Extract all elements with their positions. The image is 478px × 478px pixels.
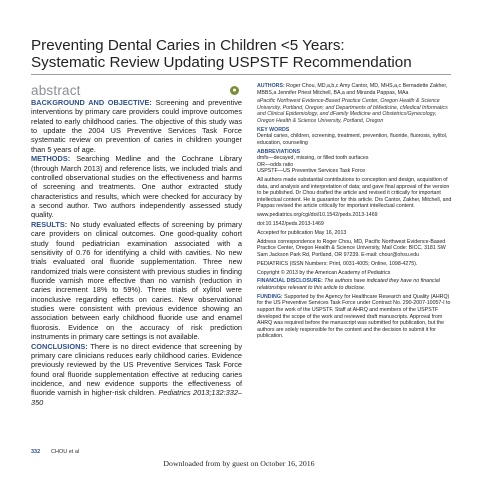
conclusions-text: There is no direct evidence that screening by primary care clinicians reduces early childhood caries. Evidence previously reviewed by the US Preventive Services Task Force found oral fluoride supplementation effective at reducing caries incidence, and new evidence supports the effectiveness of fluoride varnish in higher-risk children. [31,341,242,398]
affiliations: aPacific Northwest Evidence-Based Practice Center, Oregon Health & Science University, Portland, Oregon; and Departments of bMedicine, cMedical Informatics and Clinical Epidemiology, and dFamily Medicine and Obstetrics/Gynecology, Oregon Health & Science University, Portland, Oregon [257,98,448,125]
keywords-heading: KEY WORDS [257,126,290,133]
correspondence-address: Address correspondence to Roger Chou, MD, Pacific Northwest Evidence-Based Practice Center, Oregon Health & Science University, Mail Code: BICC, 3181 SW Sam Jackson Park Rd, Portland, OR 97239. E-mail: chour@ohsu.edu [257,238,446,258]
funding-text: Supported by the Agency for Healthcare Research and Quality (AHRQ) for the US Preventive Services Task Force under Contract No. 290-2007-10057-I to support the work of the USPSTF. Staff at AHRQ and members of the USPSTF developed the scope of the work and reviewed draft manuscripts. Approval from AHRQ was required before the manuscript was submitted for publication, but the authors are solely responsible for the content and the decision to submit it for publication. [257,293,451,340]
authors-label: AUTHORS: [257,83,285,89]
abbreviation-item: USPSTF—US Preventive Services Task Force [257,168,366,175]
financial-label: FINANCIAL DISCLOSURE: [257,278,323,285]
issn-line: PEDIATRICS (ISSN Numbers: Print, 0031-4005; Online, 1098-4275). [257,260,418,267]
methods-text: Searching Medline and the Cochrane Library (through March 2013) and reference lists, we included trials and controlled observational studies on the effectiveness and harms of screening and treatments. One author extracted study characteristics and results, which were checked for accuracy by a second author. Two authors independently assessed study quality. [31,154,242,220]
open-access-icon: ● [230,86,239,95]
article-title [31,37,451,71]
results-text: No study evaluated effects of screening by primary care providers on clinical outcomes. One good-quality cohort study found pediatrician examination associated with a sensitivity of 0.76 for identifying a child with cavities. No new trials evaluated oral fluoride supplementation. Three new randomized trials were consistent with previous studies in finding fluoride varnish more effective than no varnish (reduction in caries increment 18% to 59%). Three trials of xylitol were inconclusive regarding effects on caries. New observational studies were consistent with previous evidence showing an association between early childhood fluoride use and enamel fluorosis. Evidence on the accuracy of risk prediction instruments in primary care settings is not available. [31,219,242,341]
conclusions-label: CONCLUSIONS: [31,341,88,351]
article-url[interactable]: www.pediatrics.org/cgi/doi/10.1542/peds.2013-1469 [257,212,378,219]
abstract-background [31,98,242,154]
abstract-body [31,98,242,407]
funding-statement [257,294,453,340]
abstract-conclusions [31,342,242,407]
keywords-text: Dental caries, children, screening, treatment, prevention, fluoride, fluorosis, xylitol, education, counseling [257,133,448,146]
running-head: CHOU et al [51,449,80,455]
abstract-methods [31,154,242,219]
abstract-citation: Pediatrics 2013;132:332–350 [31,388,242,407]
article-title-line-2: Systematic Review Updating USPSTF Recommendation [31,54,412,71]
background-label: BACKGROUND AND OBJECTIVE: [31,98,152,107]
background-text: Screening and preventive interventions by primary care providers could improve outcomes related to early childhood caries. The objective of this study was to update the 2004 US Preventive Services Task Force systematic review on prevention of caries in children younger than 5 years of age. [31,98,243,154]
copyright-line: Copyright © 2013 by the American Academy of Pediatrics [257,269,391,276]
financial-text: The authors have indicated they have no financial relationships relevant to this article to disclose. [257,278,440,292]
methods-label: METHODS: [31,154,71,164]
accepted-date: Accepted for publication May 16, 2013 [257,230,347,237]
author-contributions: All authors made substantial contributions to conception and design, acquisition of data, and analysis and interpretation of data; and gave final approval of the version to be published. Dr Chou drafted the article and revised it critically for important intellectual content. He is guarantor for this article. Drs Cantor, Zakher, Mitchell, and Pappas revised the article critically for important intellectual content. [257,177,452,210]
abbreviation-item: OR—odds ratio [257,161,294,168]
page-number: 332 [31,449,41,455]
title-divider [31,74,451,75]
article-doi: doi:10.1542/peds.2013-1469 [257,221,324,228]
funding-label: FUNDING: [257,293,283,300]
results-label: RESULTS: [31,219,68,229]
article-title-line-1: Preventing Dental Caries in Children <5 Years: [31,37,345,54]
authors-text: Roger Chou, MD,a,b,c Amy Cantor, MD, MHS,a,c Bernadette Zakher, MBBS,a Jennifer Priest Mitchell, BA,a and Miranda Pappas, MAa [257,83,448,96]
abstract-results [31,220,242,341]
download-notice: Downloaded from by guest on October 16, 2016 [163,459,315,468]
article-sidebar [257,83,453,342]
authors-block [257,83,453,96]
financial-disclosure [257,278,453,291]
abbreviation-item: dmfs—decayed, missing, or filled tooth surfaces [257,155,369,162]
abbreviations-heading: ABBREVIATIONS [257,148,301,155]
abstract-heading: abstract [31,83,81,98]
